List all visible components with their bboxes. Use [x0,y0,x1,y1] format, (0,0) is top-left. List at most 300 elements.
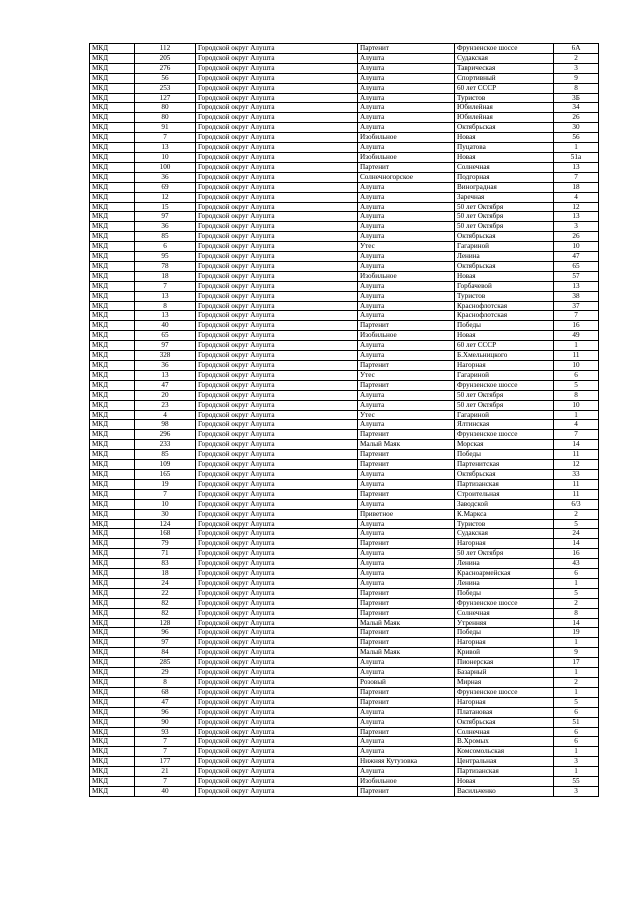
table-row [90,608,599,618]
street-cell: Заречная [455,192,554,202]
count-cell: 96 [135,628,196,638]
count-cell: 112 [135,44,196,54]
table-row [90,658,599,668]
house-number-cell: 6А [554,44,599,54]
district-cell: Городской округ Алушта [196,658,358,668]
house-number-cell: 57 [554,271,599,281]
table-row [90,668,599,678]
house-number-cell: 13 [554,281,599,291]
count-cell: 15 [135,202,196,212]
locality-cell: Алушта [358,707,455,717]
house-number-cell: 4 [554,420,599,430]
count-cell: 71 [135,549,196,559]
house-number-cell: 34 [554,103,599,113]
house-number-cell: 55 [554,777,599,787]
locality-cell: Алушта [358,578,455,588]
count-cell: 13 [135,143,196,153]
count-cell: 10 [135,152,196,162]
locality-cell: Алушта [358,123,455,133]
building-type-cell: МКД [90,588,135,598]
count-cell: 91 [135,123,196,133]
building-type-cell: МКД [90,460,135,470]
table-row [90,757,599,767]
locality-cell: Алушта [358,202,455,212]
district-cell: Городской округ Алушта [196,469,358,479]
district-cell: Городской округ Алушта [196,559,358,569]
street-cell: Туристов [455,291,554,301]
count-cell: 90 [135,717,196,727]
street-cell: 50 лет Октября [455,212,554,222]
district-cell: Городской округ Алушта [196,133,358,143]
district-cell: Городской округ Алушта [196,549,358,559]
locality-cell: Алушта [358,53,455,63]
building-type-cell: МКД [90,539,135,549]
count-cell: 85 [135,232,196,242]
district-cell: Городской округ Алушта [196,390,358,400]
building-type-cell: МКД [90,172,135,182]
house-number-cell: 51 [554,717,599,727]
building-type-cell: МКД [90,321,135,331]
locality-cell: Партенит [358,361,455,371]
table-row [90,93,599,103]
building-type-cell: МКД [90,687,135,697]
count-cell: 18 [135,569,196,579]
locality-cell: Партенит [358,162,455,172]
count-cell: 84 [135,648,196,658]
street-cell: Заводской [455,499,554,509]
table-row [90,469,599,479]
street-cell: Мирная [455,678,554,688]
count-cell: 19 [135,479,196,489]
count-cell: 82 [135,608,196,618]
street-cell: Морская [455,440,554,450]
district-cell: Городской округ Алушта [196,281,358,291]
building-type-cell: МКД [90,212,135,222]
count-cell: 95 [135,252,196,262]
count-cell: 24 [135,578,196,588]
house-number-cell: 65 [554,261,599,271]
table-row [90,588,599,598]
count-cell: 18 [135,271,196,281]
district-cell: Городской округ Алушта [196,103,358,113]
house-number-cell: 30 [554,123,599,133]
building-type-cell: МКД [90,53,135,63]
building-type-cell: МКД [90,618,135,628]
locality-cell: Партенит [358,430,455,440]
house-number-cell: 2 [554,598,599,608]
table-row [90,539,599,549]
district-cell: Городской округ Алушта [196,212,358,222]
locality-cell: Партенит [358,380,455,390]
building-type-cell: МКД [90,717,135,727]
housing-table [89,43,599,797]
count-cell: 4 [135,410,196,420]
building-type-cell: МКД [90,390,135,400]
table-row [90,63,599,73]
locality-cell: Партенит [358,588,455,598]
table-row [90,291,599,301]
building-type-cell: МКД [90,123,135,133]
count-cell: 296 [135,430,196,440]
district-cell: Городской округ Алушта [196,321,358,331]
district-cell: Городской округ Алушта [196,569,358,579]
house-number-cell: 1 [554,341,599,351]
street-cell: Комсомольская [455,747,554,757]
table-row [90,598,599,608]
house-number-cell: 13 [554,162,599,172]
locality-cell: Алушта [358,261,455,271]
table-row [90,252,599,262]
locality-cell: Партенит [358,460,455,470]
locality-cell: Приветное [358,509,455,519]
street-cell: Кривой [455,648,554,658]
house-number-cell: 56 [554,133,599,143]
count-cell: 7 [135,281,196,291]
street-cell: Горбачевой [455,281,554,291]
building-type-cell: МКД [90,499,135,509]
street-cell: Ялтинская [455,420,554,430]
district-cell: Городской округ Алушта [196,598,358,608]
count-cell: 20 [135,390,196,400]
count-cell: 98 [135,420,196,430]
street-cell: Судакская [455,529,554,539]
locality-cell: Алушта [358,63,455,73]
street-cell: 50 лет Октября [455,390,554,400]
building-type-cell: МКД [90,152,135,162]
locality-cell: Утес [358,410,455,420]
district-cell: Городской округ Алушта [196,460,358,470]
locality-cell: Алушта [358,252,455,262]
street-cell: Гагариной [455,410,554,420]
house-number-cell: 3 [554,63,599,73]
table-row [90,569,599,579]
district-cell: Городской округ Алушта [196,202,358,212]
count-cell: 83 [135,559,196,569]
street-cell: Новая [455,271,554,281]
house-number-cell: 7 [554,311,599,321]
locality-cell: Алушта [358,232,455,242]
street-cell: Спортивный [455,73,554,83]
district-cell: Городской округ Алушта [196,222,358,232]
district-cell: Городской округ Алушта [196,588,358,598]
count-cell: 8 [135,301,196,311]
house-number-cell: 11 [554,351,599,361]
house-number-cell: 2 [554,509,599,519]
building-type-cell: МКД [90,83,135,93]
district-cell: Городской округ Алушта [196,73,358,83]
count-cell: 253 [135,83,196,93]
house-number-cell: 11 [554,479,599,489]
house-number-cell: 6 [554,370,599,380]
building-type-cell: МКД [90,252,135,262]
table-row [90,678,599,688]
street-cell: 50 лет Октября [455,549,554,559]
house-number-cell: 1 [554,410,599,420]
house-number-cell: 10 [554,361,599,371]
district-cell: Городской округ Алушта [196,727,358,737]
house-number-cell: 10 [554,242,599,252]
street-cell: Фрунзенское шоссе [455,687,554,697]
district-cell: Городской округ Алушта [196,192,358,202]
house-number-cell: 18 [554,182,599,192]
building-type-cell: МКД [90,628,135,638]
building-type-cell: МКД [90,737,135,747]
district-cell: Городской округ Алушта [196,737,358,747]
district-cell: Городской округ Алушта [196,361,358,371]
table-row [90,202,599,212]
street-cell: 50 лет Октября [455,202,554,212]
house-number-cell: 1 [554,668,599,678]
district-cell: Городской округ Алушта [196,529,358,539]
locality-cell: Изобильное [358,271,455,281]
street-cell: Ленина [455,559,554,569]
building-type-cell: МКД [90,182,135,192]
street-cell: Солнечная [455,162,554,172]
house-number-cell: 51а [554,152,599,162]
street-cell: Подгорная [455,172,554,182]
street-cell: В.Хромых [455,737,554,747]
house-number-cell: 8 [554,608,599,618]
district-cell: Городской округ Алушта [196,311,358,321]
street-cell: Нагорная [455,539,554,549]
table-row [90,152,599,162]
locality-cell: Изобильное [358,331,455,341]
district-cell: Городской округ Алушта [196,44,358,54]
table-row [90,380,599,390]
district-cell: Городской округ Алушта [196,687,358,697]
house-number-cell: 6 [554,707,599,717]
locality-cell: Алушта [358,301,455,311]
district-cell: Городской округ Алушта [196,777,358,787]
street-cell: 50 лет Октября [455,222,554,232]
house-number-cell: 1 [554,747,599,757]
street-cell: Октябрьская [455,123,554,133]
count-cell: 80 [135,113,196,123]
locality-cell: Партенит [358,727,455,737]
table-row [90,747,599,757]
count-cell: 7 [135,133,196,143]
building-type-cell: МКД [90,678,135,688]
building-type-cell: МКД [90,440,135,450]
table-row [90,430,599,440]
street-cell: Октябрьская [455,261,554,271]
count-cell: 109 [135,460,196,470]
street-cell: Победы [455,321,554,331]
district-cell: Городской округ Алушта [196,668,358,678]
locality-cell: Алушта [358,182,455,192]
street-cell: Октябрьская [455,469,554,479]
count-cell: 276 [135,63,196,73]
table-row [90,509,599,519]
count-cell: 7 [135,777,196,787]
count-cell: 97 [135,638,196,648]
street-cell: Партизанская [455,479,554,489]
table-row [90,578,599,588]
building-type-cell: МКД [90,608,135,618]
locality-cell: Алушта [358,747,455,757]
locality-cell: Алушта [358,479,455,489]
table-row [90,370,599,380]
district-cell: Городской округ Алушта [196,242,358,252]
table-row [90,261,599,271]
district-cell: Городской округ Алушта [196,638,358,648]
house-number-cell: 14 [554,618,599,628]
locality-cell: Алушта [358,717,455,727]
house-number-cell: 5 [554,588,599,598]
district-cell: Городской округ Алушта [196,757,358,767]
building-type-cell: МКД [90,559,135,569]
street-cell: К.Маркса [455,509,554,519]
table-row [90,73,599,83]
building-type-cell: МКД [90,747,135,757]
count-cell: 22 [135,588,196,598]
locality-cell: Солнечногорское [358,172,455,182]
building-type-cell: МКД [90,777,135,787]
street-cell: Новая [455,152,554,162]
locality-cell: Партенит [358,687,455,697]
count-cell: 82 [135,598,196,608]
street-cell: Нагорная [455,638,554,648]
locality-cell: Изобильное [358,152,455,162]
locality-cell: Утес [358,242,455,252]
building-type-cell: МКД [90,400,135,410]
street-cell: Красноармейская [455,569,554,579]
count-cell: 68 [135,687,196,697]
table-row [90,410,599,420]
locality-cell: Алушта [358,311,455,321]
locality-cell: Алушта [358,499,455,509]
district-cell: Городской округ Алушта [196,440,358,450]
locality-cell: Алушта [358,420,455,430]
locality-cell: Партенит [358,786,455,796]
count-cell: 233 [135,440,196,450]
count-cell: 65 [135,331,196,341]
house-number-cell: 7 [554,172,599,182]
count-cell: 128 [135,618,196,628]
building-type-cell: МКД [90,93,135,103]
building-type-cell: МКД [90,162,135,172]
street-cell: Туристов [455,93,554,103]
building-type-cell: МКД [90,63,135,73]
district-cell: Городской округ Алушта [196,351,358,361]
table-row [90,460,599,470]
house-number-cell: 12 [554,460,599,470]
house-number-cell: 5 [554,519,599,529]
district-cell: Городской округ Алушта [196,271,358,281]
district-cell: Городской округ Алушта [196,143,358,153]
building-type-cell: МКД [90,261,135,271]
table-row [90,697,599,707]
table-row [90,618,599,628]
district-cell: Городской округ Алушта [196,707,358,717]
district-cell: Городской округ Алушта [196,479,358,489]
district-cell: Городской округ Алушта [196,430,358,440]
street-cell: Базарный [455,668,554,678]
building-type-cell: МКД [90,133,135,143]
locality-cell: Партенит [358,539,455,549]
count-cell: 30 [135,509,196,519]
building-type-cell: МКД [90,598,135,608]
house-number-cell: 9 [554,648,599,658]
district-cell: Городской округ Алушта [196,331,358,341]
locality-cell: Партенит [358,321,455,331]
building-type-cell: МКД [90,450,135,460]
count-cell: 36 [135,361,196,371]
table-row [90,331,599,341]
table-row [90,311,599,321]
district-cell: Городской округ Алушта [196,618,358,628]
street-cell: Фрунзенское шоссе [455,430,554,440]
count-cell: 177 [135,757,196,767]
district-cell: Городской округ Алушта [196,786,358,796]
table-row [90,390,599,400]
locality-cell: Алушта [358,113,455,123]
house-number-cell: 16 [554,321,599,331]
locality-cell: Алушта [358,400,455,410]
table-row [90,499,599,509]
district-cell: Городской округ Алушта [196,509,358,519]
table-row [90,133,599,143]
table-row [90,301,599,311]
district-cell: Городской округ Алушта [196,767,358,777]
locality-cell: Изобильное [358,133,455,143]
house-number-cell: 1 [554,687,599,697]
table-row [90,361,599,371]
district-cell: Городской округ Алушта [196,123,358,133]
building-type-cell: МКД [90,222,135,232]
street-cell: Краснофлотская [455,301,554,311]
locality-cell: Алушта [358,569,455,579]
house-number-cell: 33 [554,469,599,479]
house-number-cell: 14 [554,539,599,549]
count-cell: 168 [135,529,196,539]
locality-cell: Нижняя Кутузовка [358,757,455,767]
street-cell: Ленина [455,252,554,262]
locality-cell: Алушта [358,351,455,361]
street-cell: Партизанская [455,767,554,777]
building-type-cell: МКД [90,113,135,123]
district-cell: Городской округ Алушта [196,152,358,162]
building-type-cell: МКД [90,291,135,301]
table-row [90,143,599,153]
count-cell: 13 [135,370,196,380]
house-number-cell: 8 [554,83,599,93]
street-cell: Октябрьская [455,717,554,727]
count-cell: 97 [135,341,196,351]
count-cell: 7 [135,747,196,757]
locality-cell: Алушта [358,767,455,777]
count-cell: 56 [135,73,196,83]
street-cell: 60 лет СССР [455,83,554,93]
house-number-cell: 8 [554,390,599,400]
locality-cell: Алушта [358,291,455,301]
table-row [90,123,599,133]
building-type-cell: МКД [90,380,135,390]
locality-cell: Алушта [358,341,455,351]
building-type-cell: МКД [90,351,135,361]
count-cell: 40 [135,321,196,331]
building-type-cell: МКД [90,192,135,202]
house-number-cell: 10 [554,400,599,410]
table-row [90,192,599,202]
table-row [90,172,599,182]
count-cell: 29 [135,668,196,678]
locality-cell: Партенит [358,697,455,707]
street-cell: Пуцатова [455,143,554,153]
street-cell: Таврическая [455,63,554,73]
house-number-cell: 43 [554,559,599,569]
table-row [90,182,599,192]
